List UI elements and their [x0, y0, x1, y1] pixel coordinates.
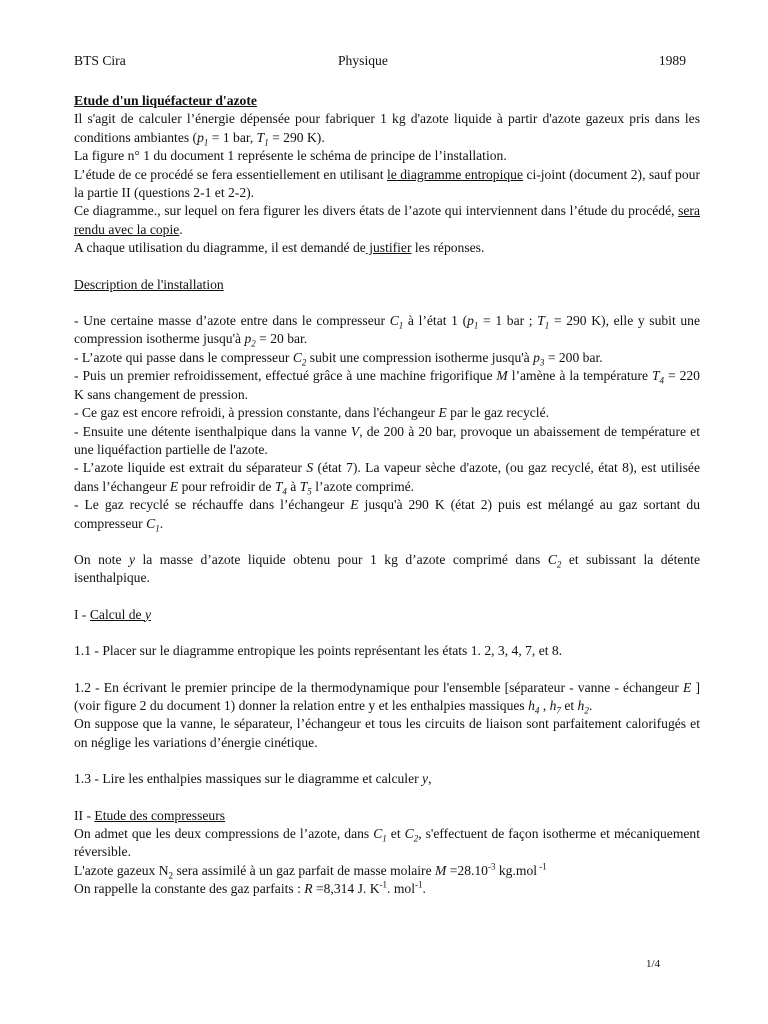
document-page	[74, 52, 700, 899]
question-1-1: 1.1 - Placer sur le diagramme entropique les points représentant les états 1. 2, 3, 4, 7, et 8.	[74, 643, 563, 659]
page-number: 1/4	[645, 958, 660, 970]
section-heading-description: Description de l'installation	[74, 276, 224, 292]
page-header	[74, 52, 700, 72]
note-paragraph: On note y la masse d’azote liquide obtenu pour 1 kg d’azote comprimé dans $C_2$ et subissant la détente isenthalpique.	[74, 551, 700, 586]
description-paragraph: - Une certaine masse d’azote entre dans le compresseur $C_1$ à l’état 1 ($p_1 = 1$ bar ; $T_1 = 290$ K), elle y subit une compression isotherme jusqu'à $p_2 = 20$ bar. - L’azote qui passe dans le compresseur $C_2$ subit une compression isotherme jusqu'à $p_3 = 200$ bar. - Puis un premier refroidissement, effectué grâce à une machine frigorifique M l’amène à la température $T_4 = 220$ K sans changement de pression. - Ce gaz est encore refroidi, à pression constante, dans l'échangeur E par le gaz recyclé. - Ensuite une détente isenthalpique dans la vanne V, de 200 à 20 bar, provoque un abaissement de température et une liquéfaction partielle de l'azote. - L’azote liquide est extrait du séparateur S (état 7). La vapeur sèche d'azote, (ou gaz recyclé, état 8), est utilisée dans l’échangeur E pour refroidir de $T_4$ à $T_5$ l’azote comprimé. - Le gaz recyclé se réchauffe dans l’échangeur E jusqu'à 290 K (état 2) puis est mélangé au gaz sortant du compresseur $C_1$.	[74, 313, 701, 534]
header-left: BTS Cira	[74, 53, 126, 68]
header-right: 1989	[658, 53, 686, 68]
section-2-paragraph: On admet que les deux compressions de l’azote, dans $C_1$ et $C_2$, s'effectuent de façon isotherme et mécaniquement réversible. L'azote gazeux $N_2$ sera assimilé à un gaz parfait de masse molaire $M =28.10^{-3}$ kg.mol $^{-1}$ On rappelle la constante des gaz parfaits : R =8,314 J. $K^{-1}$. mol$^{-1}$.	[74, 826, 701, 897]
question-1-2: 1.2 - En écrivant le premier principe de la thermodynamique pour l'ensemble [séparateur - vanne - échangeur E ] (voir figure 2 du document 1) donner la relation entre y et les enthalpies massiques $h_4$ , $h_7$ et $h_2$. On suppose que la vanne, le séparateur, l’échangeur et tous les circuits de liaison sont parfaitement calorifugés et on néglige les variations d’énergie cinétique.	[74, 679, 700, 750]
header-center: Physique	[338, 53, 388, 68]
section-heading-1: I - Calcul de y	[74, 606, 152, 622]
section-heading-2: II - Etude des compresseurs	[74, 807, 226, 823]
intro-paragraph: Il s'agit de calculer l’énergie dépensée pour fabriquer 1 kg d'azote liquide à partir d'azote gazeux pris dans les conditions ambiantes ($p_1 = 1$ bar, $T_1 = 290$ K). La figure n° 1 du document 1 représente le schéma de principe de l’installation. L’étude de ce procédé se fera essentiellement en utilisant le diagramme entropique ci-joint (document 2), sauf pour la partie II (questions 2-1 et 2-2). Ce diagramme., sur lequel on fera figurer les divers états de l’azote qui interviennent dans l’étude du procédé, sera rendu avec la copie. A chaque utilisation du diagramme, il est demandé de justifier les réponses.	[74, 111, 700, 256]
document-title: Etude d'un liquéfacteur d'azote	[74, 93, 257, 108]
question-1-3: 1.3 - Lire les enthalpies massiques sur le diagramme et calculer y,	[74, 771, 432, 787]
